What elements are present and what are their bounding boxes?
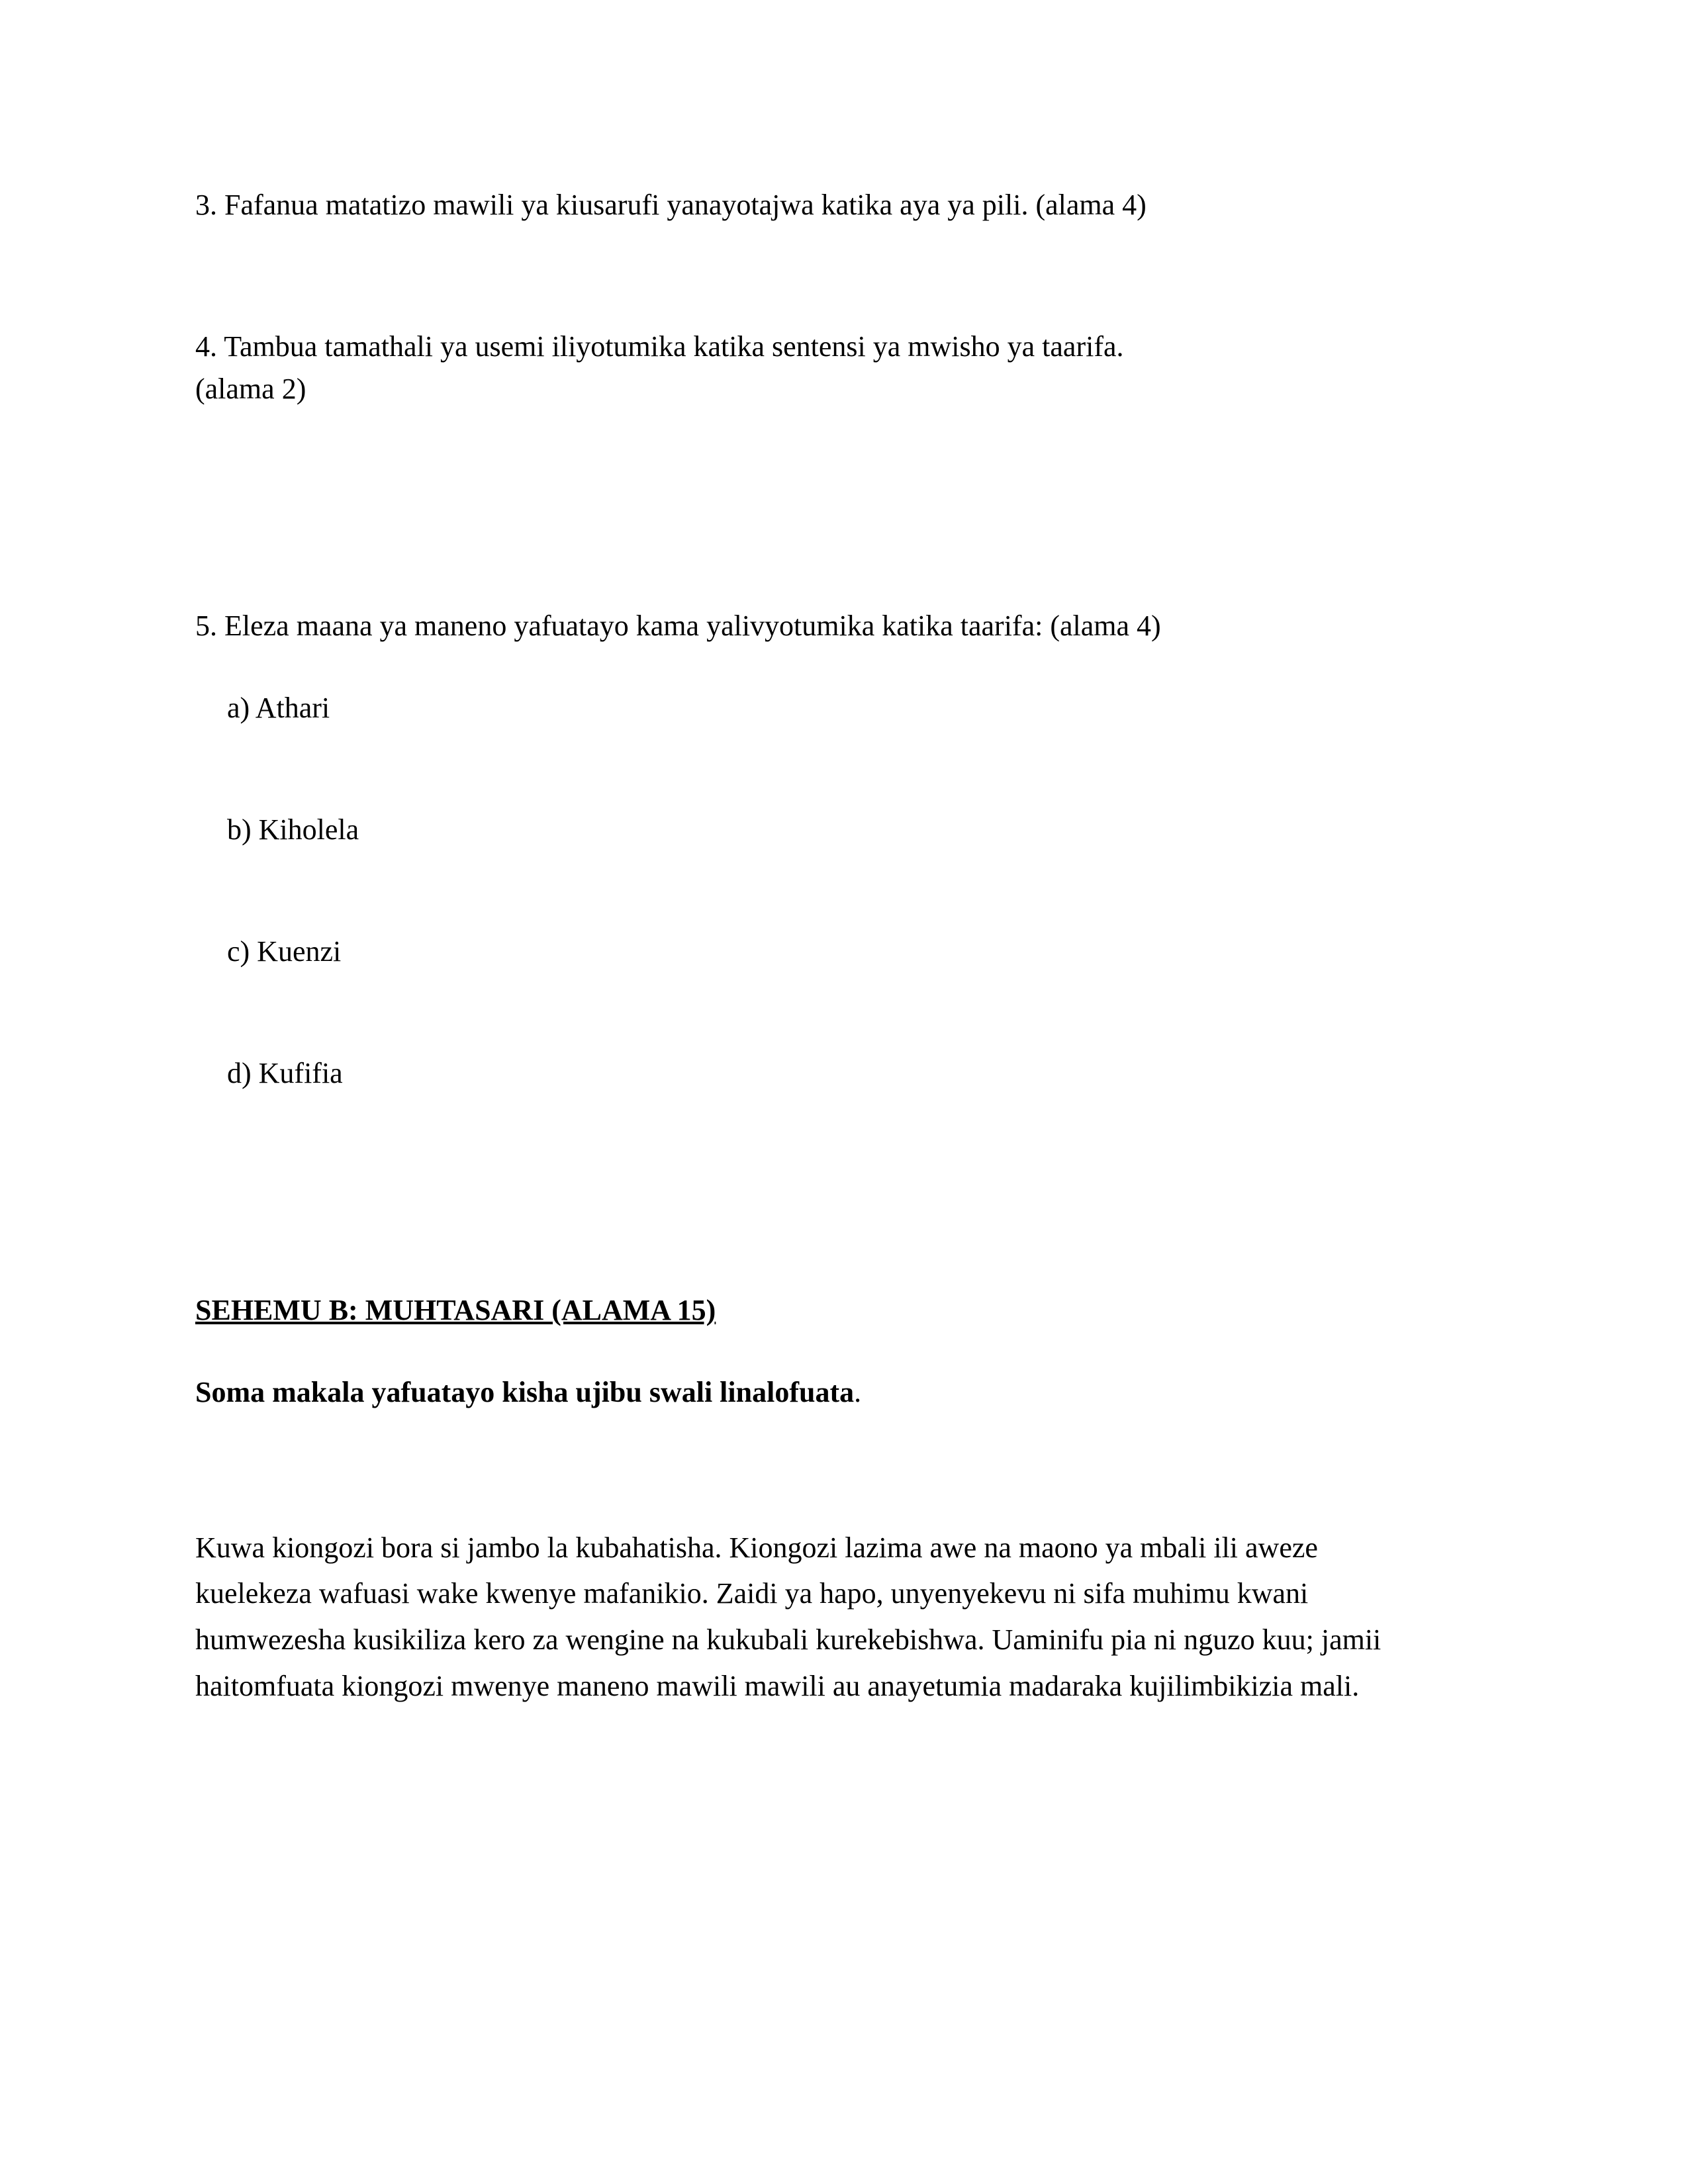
document-body — [195, 184, 1473, 1709]
spacer — [195, 851, 1473, 931]
question-4-line-1: 4. Tambua tamathali ya usemi iliyotumika katika sentensi ya mwisho ya taarifa. — [195, 330, 1124, 363]
question-5-item-d: d) Kufifia — [227, 1056, 343, 1089]
question-5-item-b: b) Kiholela — [227, 813, 359, 846]
question-5: 5. Eleza maana ya maneno yafuatayo kama yalivyotumika katika taarifa: (alama 4) — [195, 610, 1161, 643]
section-b-passage: Kuwa kiongozi bora si jambo la kubahatisha. Kiongozi lazima awe na maono ya mbali ili aweze kuelekeza wafuasi wake kwenye mafanikio. Zaidi ya hapo, unyenyekevu ni sifa muhimu kwani humwezesha kusikiliza kero za wengine na kukubali kurekebishwa. Uaminifu pia ni nguzo kuu; jamii haitomfuata kiongozi mwenye maneno mawili mawili au anayetumia madaraka kujilimbikizia mali. — [195, 1531, 1382, 1702]
question-3: 3. Fafanua matatizo mawili ya kiusarufi yanayotajwa katika aya ya pili. (alama 4) — [195, 189, 1147, 221]
spacer — [195, 973, 1473, 1052]
section-b-instruction-text: Soma makala yafuatayo kisha ujibu swali linalofuata — [195, 1376, 855, 1409]
spacer — [195, 226, 1473, 326]
spacer — [195, 647, 1473, 687]
section-b-instruction — [195, 1371, 1473, 1414]
spacer — [195, 1414, 1473, 1485]
question-5-item-c: c) Kuenzi — [227, 934, 342, 968]
spacer — [195, 729, 1473, 809]
spacer — [195, 410, 1473, 605]
section-b-heading: SEHEMU B: MUHTASARI (ALAMA 15) — [195, 1294, 716, 1327]
question-5-item-a: a) Athari — [227, 692, 330, 725]
spacer — [195, 1485, 1473, 1525]
spacer — [195, 1094, 1473, 1289]
spacer — [195, 1332, 1473, 1371]
question-4-line-2: (alama 2) — [195, 372, 306, 405]
section-b-instruction-period: . — [854, 1376, 862, 1409]
